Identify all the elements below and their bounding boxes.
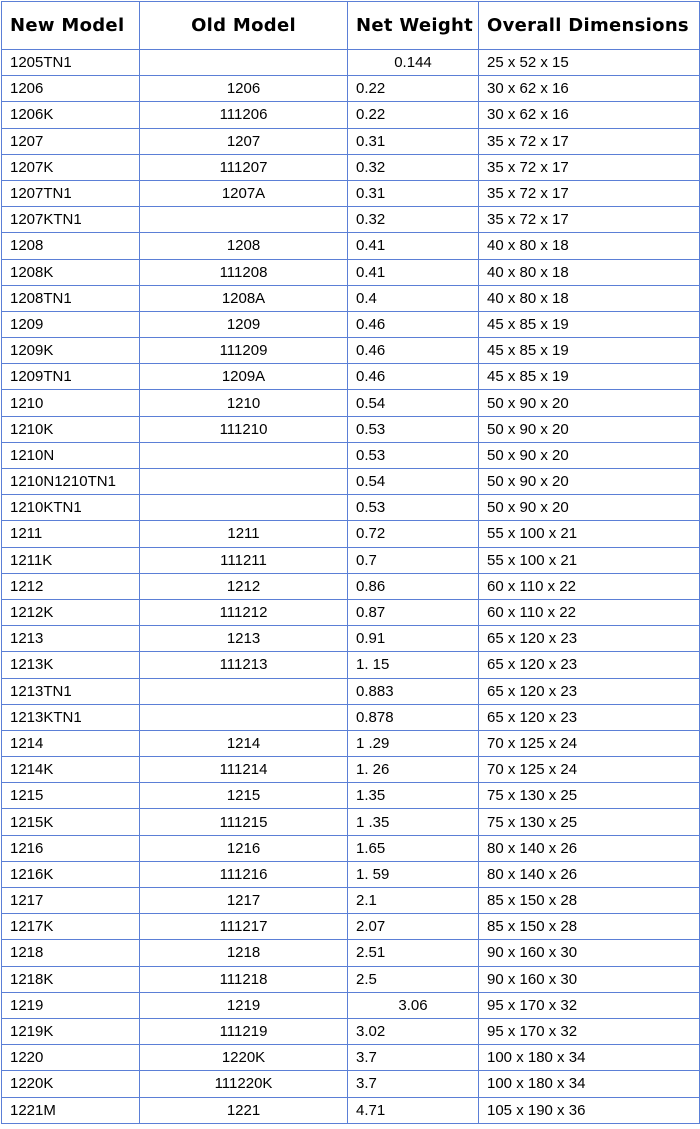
cell-overall-dimensions: 85 x 150 x 28 (479, 914, 700, 940)
cell-old-model: 111216 (140, 861, 348, 887)
cell-new-model: 1208K (2, 259, 140, 285)
table-row (2, 966, 700, 992)
cell-net-weight: 2.07 (348, 914, 479, 940)
cell-overall-dimensions: 35 x 72 x 17 (479, 180, 700, 206)
cell-old-model (140, 442, 348, 468)
cell-net-weight: 0.53 (348, 495, 479, 521)
cell-net-weight: 0.46 (348, 364, 479, 390)
cell-overall-dimensions: 90 x 160 x 30 (479, 940, 700, 966)
cell-old-model: 111218 (140, 966, 348, 992)
cell-old-model: 111211 (140, 547, 348, 573)
table-row (2, 626, 700, 652)
cell-old-model: 1209 (140, 311, 348, 337)
cell-net-weight: 1 .35 (348, 809, 479, 835)
cell-old-model: 1209A (140, 364, 348, 390)
cell-overall-dimensions: 30 x 62 x 16 (479, 76, 700, 102)
cell-net-weight: 0.144 (348, 50, 479, 76)
cell-old-model: 1217 (140, 888, 348, 914)
cell-new-model: 1212K (2, 599, 140, 625)
table-row (2, 730, 700, 756)
table-row (2, 914, 700, 940)
cell-new-model: 1216K (2, 861, 140, 887)
cell-old-model: 1208 (140, 233, 348, 259)
cell-net-weight: 0.91 (348, 626, 479, 652)
cell-overall-dimensions: 35 x 72 x 17 (479, 128, 700, 154)
cell-overall-dimensions: 90 x 160 x 30 (479, 966, 700, 992)
cell-old-model (140, 469, 348, 495)
cell-net-weight: 0.41 (348, 259, 479, 285)
cell-net-weight: 4.71 (348, 1097, 479, 1123)
cell-net-weight: 0.46 (348, 311, 479, 337)
cell-old-model: 111207 (140, 154, 348, 180)
cell-net-weight: 3.7 (348, 1071, 479, 1097)
cell-new-model: 1220K (2, 1071, 140, 1097)
cell-new-model: 1219K (2, 1018, 140, 1044)
cell-old-model: 111212 (140, 599, 348, 625)
cell-net-weight: 3.02 (348, 1018, 479, 1044)
cell-overall-dimensions: 40 x 80 x 18 (479, 285, 700, 311)
header-row (2, 2, 700, 50)
cell-net-weight: 0.4 (348, 285, 479, 311)
cell-old-model: 1214 (140, 730, 348, 756)
cell-old-model: 111217 (140, 914, 348, 940)
cell-overall-dimensions: 105 x 190 x 36 (479, 1097, 700, 1123)
cell-overall-dimensions: 35 x 72 x 17 (479, 154, 700, 180)
cell-overall-dimensions: 45 x 85 x 19 (479, 338, 700, 364)
cell-overall-dimensions: 75 x 130 x 25 (479, 783, 700, 809)
cell-net-weight: 1. 15 (348, 652, 479, 678)
cell-net-weight: 0.87 (348, 599, 479, 625)
table-row (2, 992, 700, 1018)
cell-new-model: 1216 (2, 835, 140, 861)
header-net-weight: Net Weight (348, 2, 479, 50)
cell-net-weight: 1. 59 (348, 861, 479, 887)
cell-old-model (140, 495, 348, 521)
table-row (2, 180, 700, 206)
cell-net-weight: 0.31 (348, 180, 479, 206)
cell-overall-dimensions: 95 x 170 x 32 (479, 1018, 700, 1044)
table-row (2, 783, 700, 809)
table-row (2, 233, 700, 259)
table-row (2, 50, 700, 76)
cell-old-model: 1208A (140, 285, 348, 311)
table-row (2, 599, 700, 625)
cell-old-model: 111214 (140, 757, 348, 783)
table-row (2, 259, 700, 285)
cell-net-weight: 3.06 (348, 992, 479, 1018)
cell-overall-dimensions: 45 x 85 x 19 (479, 311, 700, 337)
cell-old-model: 111206 (140, 102, 348, 128)
cell-new-model: 1218 (2, 940, 140, 966)
cell-overall-dimensions: 55 x 100 x 21 (479, 521, 700, 547)
cell-net-weight: 3.7 (348, 1045, 479, 1071)
cell-old-model: 111220K (140, 1071, 348, 1097)
cell-net-weight: 0.41 (348, 233, 479, 259)
cell-net-weight: 0.31 (348, 128, 479, 154)
cell-old-model (140, 704, 348, 730)
cell-net-weight: 0.72 (348, 521, 479, 547)
cell-overall-dimensions: 50 x 90 x 20 (479, 469, 700, 495)
table-row (2, 940, 700, 966)
table-row (2, 521, 700, 547)
cell-net-weight: 2.51 (348, 940, 479, 966)
table-row (2, 76, 700, 102)
header-old-model: Old Model (140, 2, 348, 50)
cell-net-weight: 0.54 (348, 390, 479, 416)
table-row (2, 128, 700, 154)
cell-overall-dimensions: 65 x 120 x 23 (479, 626, 700, 652)
cell-old-model: 111213 (140, 652, 348, 678)
cell-net-weight: 0.53 (348, 442, 479, 468)
cell-new-model: 1220 (2, 1045, 140, 1071)
cell-overall-dimensions: 75 x 130 x 25 (479, 809, 700, 835)
cell-new-model: 1215K (2, 809, 140, 835)
cell-overall-dimensions: 80 x 140 x 26 (479, 835, 700, 861)
cell-new-model: 1209K (2, 338, 140, 364)
cell-old-model: 1220K (140, 1045, 348, 1071)
cell-overall-dimensions: 65 x 120 x 23 (479, 678, 700, 704)
table-row (2, 1097, 700, 1123)
cell-old-model: 1207 (140, 128, 348, 154)
cell-new-model: 1218K (2, 966, 140, 992)
cell-overall-dimensions: 30 x 62 x 16 (479, 102, 700, 128)
cell-old-model: 111215 (140, 809, 348, 835)
cell-old-model: 1221 (140, 1097, 348, 1123)
cell-new-model: 1210KTN1 (2, 495, 140, 521)
cell-net-weight: 1. 26 (348, 757, 479, 783)
table-row (2, 547, 700, 573)
header-new-model: New Model (2, 2, 140, 50)
table-row (2, 207, 700, 233)
cell-new-model: 1210K (2, 416, 140, 442)
cell-new-model: 1206 (2, 76, 140, 102)
table-row (2, 390, 700, 416)
cell-net-weight: 0.54 (348, 469, 479, 495)
cell-net-weight: 0.7 (348, 547, 479, 573)
table-row (2, 416, 700, 442)
cell-net-weight: 0.32 (348, 154, 479, 180)
cell-old-model: 1219 (140, 992, 348, 1018)
cell-net-weight: 0.32 (348, 207, 479, 233)
cell-old-model: 111219 (140, 1018, 348, 1044)
cell-net-weight: 0.86 (348, 573, 479, 599)
cell-net-weight: 1 .29 (348, 730, 479, 756)
cell-old-model: 1207A (140, 180, 348, 206)
cell-overall-dimensions: 100 x 180 x 34 (479, 1045, 700, 1071)
cell-new-model: 1210 (2, 390, 140, 416)
cell-new-model: 1210N (2, 442, 140, 468)
table-row (2, 809, 700, 835)
cell-overall-dimensions: 70 x 125 x 24 (479, 730, 700, 756)
cell-old-model: 1206 (140, 76, 348, 102)
cell-overall-dimensions: 45 x 85 x 19 (479, 364, 700, 390)
cell-overall-dimensions: 60 x 110 x 22 (479, 599, 700, 625)
cell-overall-dimensions: 35 x 72 x 17 (479, 207, 700, 233)
cell-old-model: 1215 (140, 783, 348, 809)
cell-net-weight: 0.22 (348, 102, 479, 128)
table-row (2, 1071, 700, 1097)
cell-new-model: 1209 (2, 311, 140, 337)
cell-old-model (140, 50, 348, 76)
cell-new-model: 1214K (2, 757, 140, 783)
cell-new-model: 1209TN1 (2, 364, 140, 390)
cell-new-model: 1217K (2, 914, 140, 940)
cell-old-model: 111210 (140, 416, 348, 442)
cell-old-model: 1216 (140, 835, 348, 861)
cell-old-model (140, 678, 348, 704)
cell-new-model: 1207TN1 (2, 180, 140, 206)
cell-overall-dimensions: 25 x 52 x 15 (479, 50, 700, 76)
table-row (2, 652, 700, 678)
cell-overall-dimensions: 85 x 150 x 28 (479, 888, 700, 914)
cell-overall-dimensions: 40 x 80 x 18 (479, 233, 700, 259)
cell-new-model: 1206K (2, 102, 140, 128)
cell-new-model: 1213KTN1 (2, 704, 140, 730)
table-body (2, 50, 700, 1124)
table-row (2, 678, 700, 704)
cell-overall-dimensions: 70 x 125 x 24 (479, 757, 700, 783)
cell-new-model: 1212 (2, 573, 140, 599)
cell-old-model: 111208 (140, 259, 348, 285)
cell-new-model: 1213K (2, 652, 140, 678)
cell-old-model (140, 207, 348, 233)
table-row (2, 1045, 700, 1071)
table-row (2, 311, 700, 337)
table-row (2, 888, 700, 914)
table-row (2, 573, 700, 599)
table-row (2, 1018, 700, 1044)
cell-new-model: 1211K (2, 547, 140, 573)
cell-new-model: 1213TN1 (2, 678, 140, 704)
cell-net-weight: 1.35 (348, 783, 479, 809)
cell-overall-dimensions: 95 x 170 x 32 (479, 992, 700, 1018)
cell-new-model: 1215 (2, 783, 140, 809)
table-row (2, 285, 700, 311)
cell-overall-dimensions: 65 x 120 x 23 (479, 704, 700, 730)
cell-overall-dimensions: 55 x 100 x 21 (479, 547, 700, 573)
cell-new-model: 1207 (2, 128, 140, 154)
cell-overall-dimensions: 50 x 90 x 20 (479, 495, 700, 521)
cell-net-weight: 0.883 (348, 678, 479, 704)
cell-overall-dimensions: 50 x 90 x 20 (479, 442, 700, 468)
cell-new-model: 1210N1210TN1 (2, 469, 140, 495)
cell-old-model: 1211 (140, 521, 348, 547)
header-overall-dimensions: Overall Dimensions (479, 2, 700, 50)
table-row (2, 364, 700, 390)
cell-new-model: 1211 (2, 521, 140, 547)
table-row (2, 338, 700, 364)
cell-net-weight: 0.878 (348, 704, 479, 730)
table-row (2, 861, 700, 887)
cell-old-model: 1210 (140, 390, 348, 416)
cell-old-model: 1212 (140, 573, 348, 599)
cell-old-model: 111209 (140, 338, 348, 364)
cell-new-model: 1217 (2, 888, 140, 914)
cell-overall-dimensions: 40 x 80 x 18 (479, 259, 700, 285)
cell-overall-dimensions: 100 x 180 x 34 (479, 1071, 700, 1097)
table-row (2, 102, 700, 128)
table-row (2, 757, 700, 783)
cell-new-model: 1208TN1 (2, 285, 140, 311)
bearing-spec-table (1, 1, 700, 1124)
cell-old-model: 1218 (140, 940, 348, 966)
cell-net-weight: 0.53 (348, 416, 479, 442)
cell-overall-dimensions: 80 x 140 x 26 (479, 861, 700, 887)
cell-old-model: 1213 (140, 626, 348, 652)
cell-new-model: 1221M (2, 1097, 140, 1123)
cell-new-model: 1205TN1 (2, 50, 140, 76)
cell-net-weight: 0.46 (348, 338, 479, 364)
cell-new-model: 1214 (2, 730, 140, 756)
cell-overall-dimensions: 50 x 90 x 20 (479, 390, 700, 416)
table-row (2, 469, 700, 495)
table-row (2, 704, 700, 730)
cell-new-model: 1213 (2, 626, 140, 652)
cell-overall-dimensions: 60 x 110 x 22 (479, 573, 700, 599)
table-row (2, 154, 700, 180)
cell-new-model: 1219 (2, 992, 140, 1018)
cell-net-weight: 2.1 (348, 888, 479, 914)
cell-net-weight: 1.65 (348, 835, 479, 861)
table-row (2, 442, 700, 468)
table-row (2, 495, 700, 521)
cell-net-weight: 2.5 (348, 966, 479, 992)
table-row (2, 835, 700, 861)
cell-net-weight: 0.22 (348, 76, 479, 102)
cell-new-model: 1207KTN1 (2, 207, 140, 233)
cell-new-model: 1207K (2, 154, 140, 180)
cell-new-model: 1208 (2, 233, 140, 259)
cell-overall-dimensions: 50 x 90 x 20 (479, 416, 700, 442)
cell-overall-dimensions: 65 x 120 x 23 (479, 652, 700, 678)
